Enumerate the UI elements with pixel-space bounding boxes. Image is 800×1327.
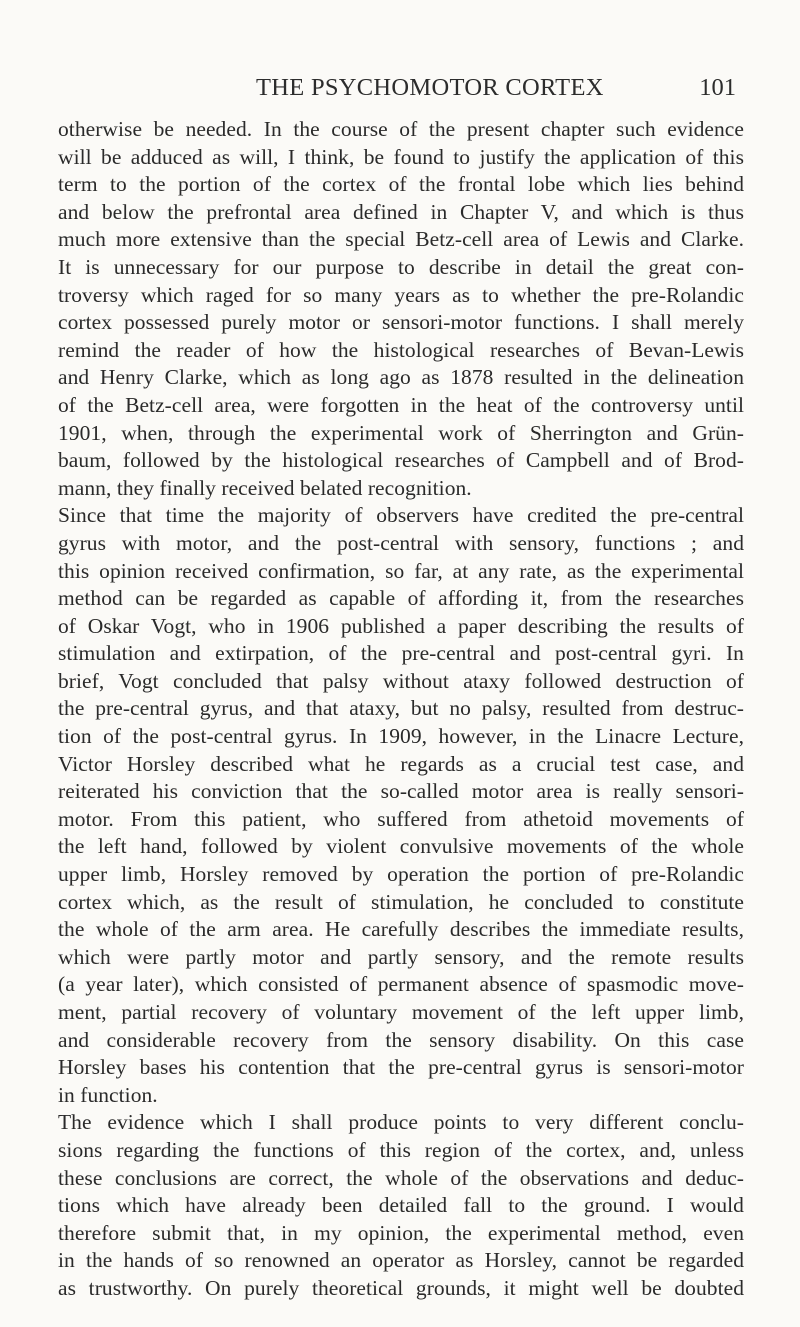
text-line: and considerable recovery from the sensory disability. On this case: [58, 1027, 744, 1052]
text-line: cortex possessed purely motor or sensori-motor functions. I shall merely: [58, 310, 744, 335]
text-line: remind the reader of how the histological researches of Bevan-Lewis: [58, 337, 744, 362]
text-line: this opinion received confirmation, so far, at any rate, as the experimental: [58, 558, 744, 583]
text-line: tions which have already been detailed fall to the ground. I would: [58, 1193, 744, 1218]
page-number: 101: [699, 74, 736, 101]
text-line: otherwise be needed. In the course of the present chapter such evidence: [58, 117, 744, 141]
text-line: cortex which, as the result of stimulation, he concluded to constitute: [58, 889, 744, 914]
text-line: 1901, when, through the experimental work of Sherrington and Grün-: [58, 420, 744, 445]
text-line: in function.: [58, 1082, 158, 1107]
text-line: (a year later), which consisted of permanent absence of spasmodic move-: [58, 972, 744, 997]
text-line: gyrus with motor, and the post-central with sensory, functions ; and: [58, 530, 744, 555]
text-line: much more extensive than the special Betz-cell area of Lewis and Clarke.: [58, 227, 744, 252]
text-line: tion of the post-central gyrus. In 1909, however, in the Linacre Lecture,: [58, 724, 744, 749]
text-line: and below the prefrontal area defined in Chapter V, and which is thus: [58, 199, 744, 224]
text-line: method can be regarded as capable of affording it, from the researches: [58, 586, 744, 611]
text-line: the left hand, followed by violent convulsive movements of the whole: [58, 834, 744, 859]
text-line: of Oskar Vogt, who in 1906 published a paper describing the results of: [58, 613, 744, 638]
text-line: upper limb, Horsley removed by operation the portion of pre-Rolandic: [58, 862, 744, 887]
text-line: term to the portion of the cortex of the frontal lobe which lies behind: [58, 172, 744, 197]
text-line: and Henry Clarke, which as long ago as 1878 resulted in the delineation: [58, 365, 744, 390]
text-line: will be adduced as will, I think, be found to justify the application of this: [58, 144, 744, 169]
text-line: mann, they finally received belated recognition.: [58, 475, 472, 500]
text-line: as trustworthy. On purely theoretical grounds, it might well be doubted: [58, 1275, 744, 1300]
text-line: sions regarding the functions of this region of the cortex, and, unless: [58, 1137, 744, 1162]
text-line: the whole of the arm area. He carefully describes the immediate results,: [58, 917, 744, 942]
body-text: [58, 116, 744, 1303]
text-line: brief, Vogt concluded that palsy without ataxy followed destruction of: [58, 668, 744, 693]
text-line: stimulation and extirpation, of the pre-central and post-central gyri. In: [58, 641, 744, 666]
text-line: It is unnecessary for our purpose to describe in detail the great con-: [58, 254, 744, 279]
text-line: Horsley bases his contention that the pre-central gyrus is sensori-motor: [58, 1055, 744, 1080]
text-line: which were partly motor and partly sensory, and the remote results: [58, 944, 744, 969]
text-line: in the hands of so renowned an operator as Horsley, cannot be regarded: [58, 1248, 744, 1273]
text-line: of the Betz-cell area, were forgotten in the heat of the controversy until: [58, 392, 744, 417]
page-header: [0, 74, 800, 108]
text-line: troversy which raged for so many years as to whether the pre-Rolandic: [58, 282, 744, 307]
text-line: Victor Horsley described what he regards as a crucial test case, and: [58, 751, 744, 776]
text-line: motor. From this patient, who suffered from athetoid movements of: [58, 806, 744, 831]
text-line: reiterated his conviction that the so-called motor area is really sensori-: [58, 779, 744, 804]
text-line: baum, followed by the histological researches of Campbell and of Brod-: [58, 448, 744, 473]
text-line: ment, partial recovery of voluntary movement of the left upper limb,: [58, 1000, 744, 1024]
text-line: these conclusions are correct, the whole of the observations and deduc-: [58, 1165, 744, 1190]
text-line: the pre-central gyrus, and that ataxy, but no palsy, resulted from destruc-: [58, 696, 744, 721]
text-line: therefore submit that, in my opinion, the experimental method, even: [58, 1220, 744, 1245]
running-title: THE PSYCHOMOTOR CORTEX: [256, 74, 604, 101]
text-line: The evidence which I shall produce points to very different conclu-: [58, 1110, 744, 1135]
text-line: Since that time the majority of observers have credited the pre-central: [58, 503, 744, 528]
